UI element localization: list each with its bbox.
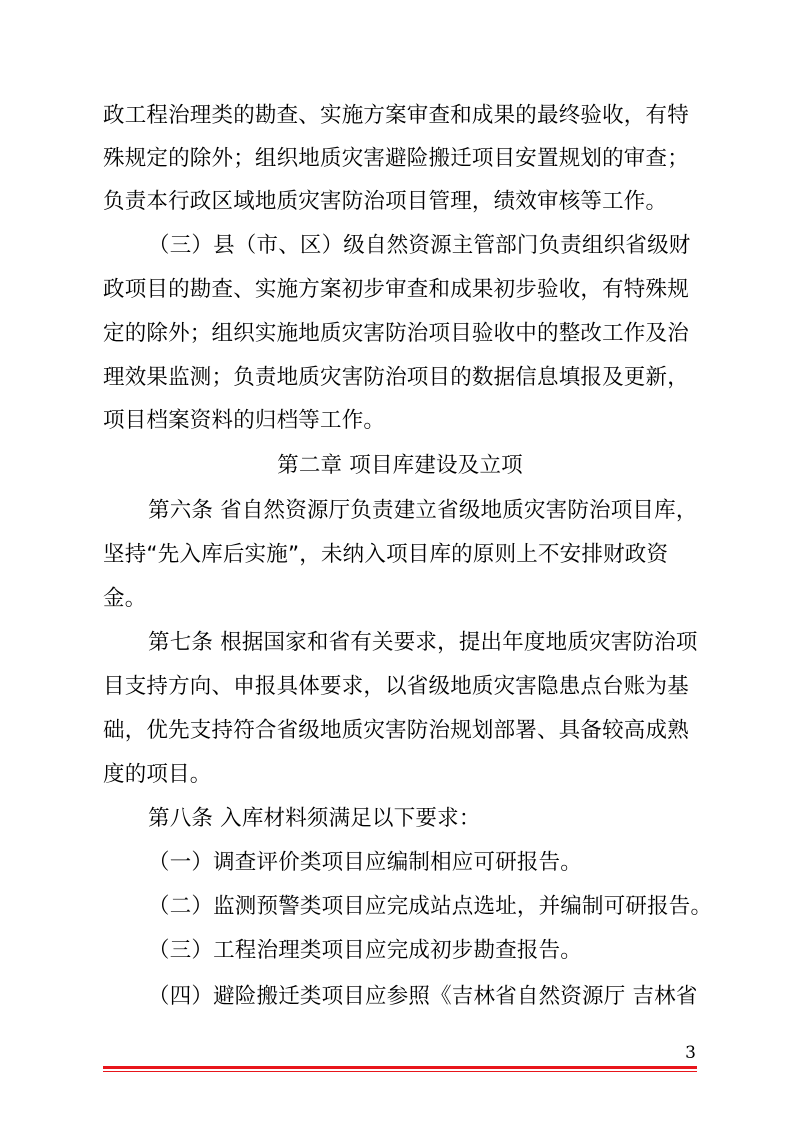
text-line: （三）县（市、区）级自然资源主管部门负责组织省级财	[148, 233, 691, 258]
footer-rule-thick	[103, 1066, 697, 1069]
page-number: 3	[685, 1043, 696, 1063]
text-line: 理效果监测；负责地质灾害防治项目的数据信息填报及更新，	[103, 365, 689, 390]
text-line: 第八条 入库材料须满足以下要求：	[148, 806, 481, 831]
text-line: 第七条 根据国家和省有关要求，提出年度地质灾害防治项	[148, 630, 698, 655]
text-line: 度的项目。	[103, 762, 212, 787]
text-line: 目支持方向、申报具体要求，以省级地质灾害隐患点台账为基	[103, 674, 689, 699]
text-line: 政项目的勘查、实施方案初步审查和成果初步验收，有特殊规	[103, 277, 689, 302]
text-line: 项目档案资料的归档等工作。	[103, 408, 386, 433]
text-line: （四）避险搬迁类项目应参照《吉林省自然资源厅 吉林省	[148, 984, 698, 1009]
text-line: （二）监测预警类项目应完成站点选址，并编制可研报告。	[148, 894, 713, 919]
text-line: 负责本行政区域地质灾害防治项目管理，绩效审核等工作。	[103, 189, 668, 214]
text-line: （一）调查评价类项目应编制相应可研报告。	[148, 850, 583, 875]
text-line: 坚持“先入库后实施”，未纳入项目库的原则上不安排财政资	[103, 542, 669, 567]
text-line: 殊规定的除外；组织地质灾害避险搬迁项目安置规划的审查；	[103, 146, 689, 171]
text-line: 础，优先支持符合省级地质灾害防治规划部署、具备较高成熟	[103, 718, 689, 743]
text-line: 定的除外；组织实施地质灾害防治项目验收中的整改工作及治	[103, 321, 689, 346]
chapter-heading: 第二章 项目库建设及立项	[277, 453, 523, 478]
footer-rule-thin	[103, 1071, 697, 1072]
text-line: 第六条 省自然资源厅负责建立省级地质灾害防治项目库，	[148, 498, 698, 523]
text-line: （三）工程治理类项目应完成初步勘查报告。	[148, 938, 583, 963]
text-line: 政工程治理类的勘查、实施方案审查和成果的最终验收，有特	[103, 103, 689, 128]
text-line: 金。	[103, 586, 147, 611]
